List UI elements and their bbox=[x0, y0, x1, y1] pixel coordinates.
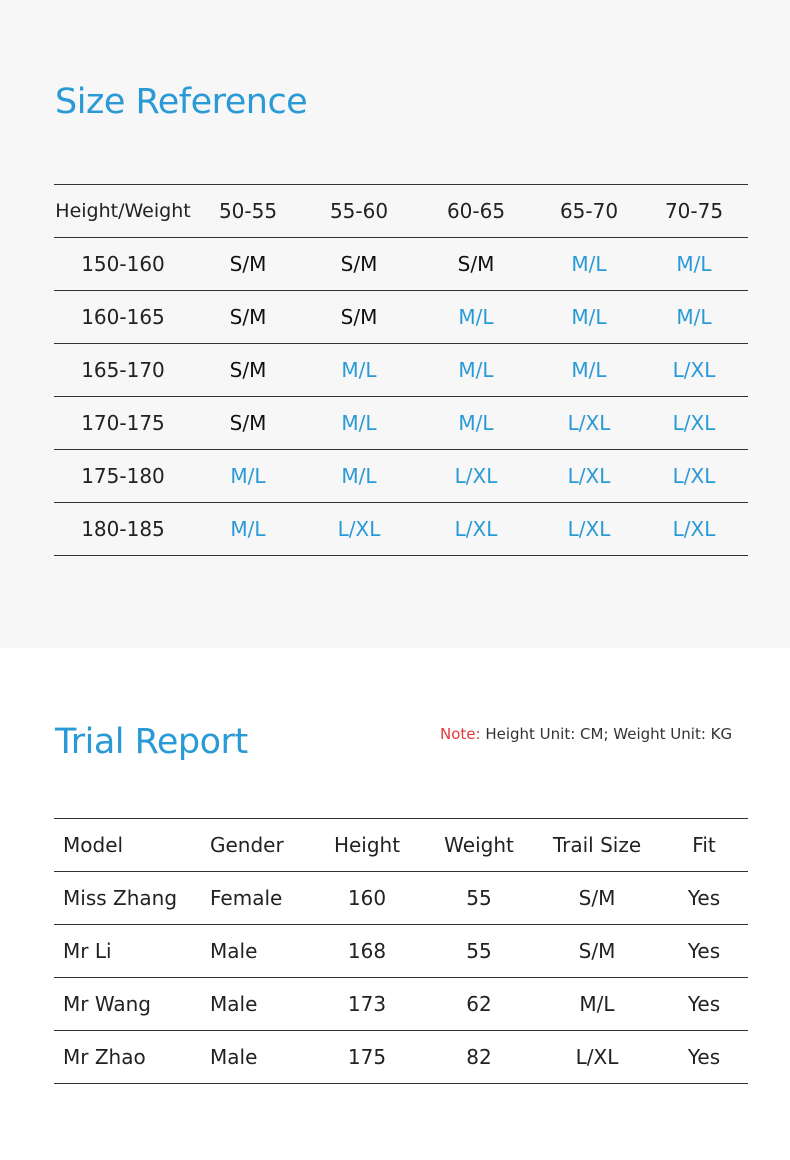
size-cell: M/L bbox=[571, 305, 607, 329]
fit-value: Yes bbox=[687, 1045, 721, 1069]
table-row bbox=[54, 978, 748, 1031]
size-cell: L/XL bbox=[454, 464, 498, 488]
trial-table-header-row bbox=[54, 819, 748, 872]
model-name: Miss Zhang bbox=[63, 886, 178, 910]
height-range: 150-160 bbox=[81, 252, 165, 276]
corner-header: Height/Weight bbox=[55, 200, 191, 222]
trail-size: L/XL bbox=[575, 1045, 619, 1069]
weight-value: 55 bbox=[466, 939, 492, 963]
size-cell: L/XL bbox=[567, 411, 611, 435]
height-range: 165-170 bbox=[81, 358, 165, 382]
trial-report-table bbox=[54, 818, 748, 1084]
size-cell: M/L bbox=[341, 464, 377, 488]
size-reference-title: Size Reference bbox=[55, 82, 308, 122]
size-cell: M/L bbox=[676, 305, 712, 329]
table-row bbox=[54, 344, 748, 397]
size-cell: L/XL bbox=[454, 517, 498, 541]
column-header: Gender bbox=[210, 833, 284, 857]
weight-header: 60-65 bbox=[446, 199, 506, 223]
size-cell: M/L bbox=[676, 252, 712, 276]
size-cell: L/XL bbox=[672, 358, 716, 382]
gender: Male bbox=[210, 992, 258, 1016]
fit-value: Yes bbox=[687, 992, 721, 1016]
weight-header: 50-55 bbox=[218, 199, 278, 223]
height-value: 173 bbox=[347, 992, 387, 1016]
size-cell: M/L bbox=[341, 358, 377, 382]
size-cell: L/XL bbox=[567, 517, 611, 541]
trail-size: M/L bbox=[579, 992, 615, 1016]
height-range: 180-185 bbox=[81, 517, 165, 541]
weight-value: 55 bbox=[466, 886, 492, 910]
size-cell: M/L bbox=[230, 517, 266, 541]
size-cell: S/M bbox=[229, 305, 267, 329]
height-range: 160-165 bbox=[81, 305, 165, 329]
fit-value: Yes bbox=[687, 939, 721, 963]
size-cell: S/M bbox=[229, 252, 267, 276]
height-value: 168 bbox=[347, 939, 387, 963]
size-cell: M/L bbox=[571, 358, 607, 382]
note-text: Height Unit: CM; Weight Unit: KG bbox=[480, 725, 733, 743]
size-cell: S/M bbox=[229, 358, 267, 382]
table-row bbox=[54, 872, 748, 925]
table-row bbox=[54, 238, 748, 291]
size-reference-table bbox=[54, 184, 748, 556]
column-header: Height bbox=[333, 833, 401, 857]
model-name: Mr Wang bbox=[63, 992, 151, 1016]
size-cell: S/M bbox=[457, 252, 495, 276]
height-value: 160 bbox=[347, 886, 387, 910]
size-cell: M/L bbox=[341, 411, 377, 435]
model-name: Mr Zhao bbox=[63, 1045, 146, 1069]
weight-header: 55-60 bbox=[329, 199, 389, 223]
size-cell: M/L bbox=[230, 464, 266, 488]
column-header: Fit bbox=[692, 833, 716, 857]
trail-size: S/M bbox=[578, 886, 616, 910]
weight-value: 62 bbox=[466, 992, 492, 1016]
gender: Female bbox=[210, 886, 283, 910]
table-row bbox=[54, 925, 748, 978]
table-row bbox=[54, 450, 748, 503]
fit-value: Yes bbox=[687, 886, 721, 910]
weight-header: 65-70 bbox=[559, 199, 619, 223]
size-cell: S/M bbox=[229, 411, 267, 435]
size-cell: S/M bbox=[340, 305, 378, 329]
table-row bbox=[54, 1031, 748, 1084]
height-range: 175-180 bbox=[81, 464, 165, 488]
height-range: 170-175 bbox=[81, 411, 165, 435]
note-label: Note: bbox=[440, 725, 481, 743]
size-table-header-row bbox=[54, 185, 748, 238]
size-cell: S/M bbox=[340, 252, 378, 276]
size-cell: L/XL bbox=[672, 517, 716, 541]
column-header: Weight bbox=[444, 833, 514, 857]
size-cell: L/XL bbox=[672, 464, 716, 488]
model-name: Mr Li bbox=[63, 939, 112, 963]
table-row bbox=[54, 503, 748, 556]
trial-report-title: Trial Report bbox=[55, 722, 248, 762]
size-cell: M/L bbox=[458, 305, 494, 329]
gender: Male bbox=[210, 1045, 258, 1069]
size-cell: M/L bbox=[458, 358, 494, 382]
table-row bbox=[54, 291, 748, 344]
trail-size: S/M bbox=[578, 939, 616, 963]
size-cell: M/L bbox=[571, 252, 607, 276]
size-cell: M/L bbox=[458, 411, 494, 435]
unit-note bbox=[440, 725, 732, 743]
size-cell: L/XL bbox=[567, 464, 611, 488]
weight-header: 70-75 bbox=[664, 199, 724, 223]
gender: Male bbox=[210, 939, 258, 963]
size-cell: L/XL bbox=[337, 517, 381, 541]
height-value: 175 bbox=[347, 1045, 387, 1069]
table-row bbox=[54, 397, 748, 450]
column-header: Model bbox=[63, 833, 124, 857]
weight-value: 82 bbox=[466, 1045, 492, 1069]
size-cell: L/XL bbox=[672, 411, 716, 435]
column-header: Trail Size bbox=[552, 833, 642, 857]
